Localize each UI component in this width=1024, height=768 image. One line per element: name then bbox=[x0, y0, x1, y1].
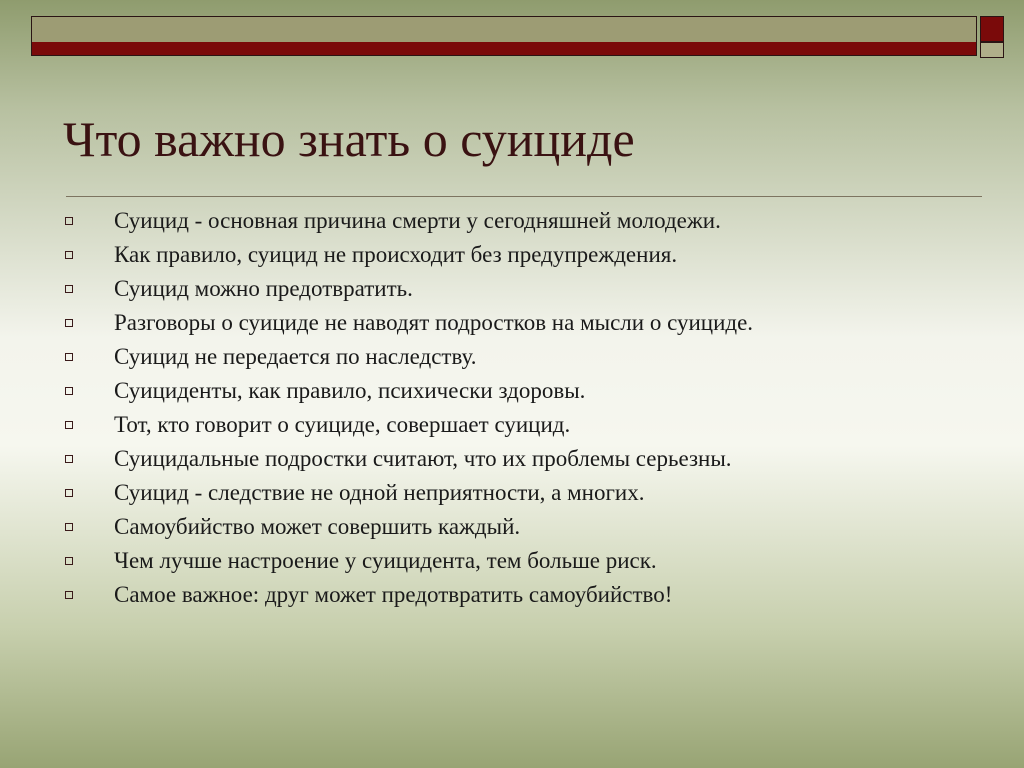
bullet-text: Суицид - основная причина смерти у сегодняшней молодежи. bbox=[114, 208, 721, 233]
bullet-text: Разговоры о суициде не наводят подростков на мысли о суициде. bbox=[114, 310, 754, 335]
square-bullet-icon bbox=[65, 421, 73, 429]
header-bar-red-stripe bbox=[32, 42, 976, 55]
bullet-item bbox=[0, 442, 1000, 476]
header-bar-olive-stripe bbox=[32, 17, 976, 44]
bullet-text: Суицид можно предотвратить. bbox=[114, 276, 413, 301]
bullet-item bbox=[0, 238, 1000, 272]
bullet-item bbox=[0, 510, 1000, 544]
square-bullet-icon bbox=[65, 217, 73, 225]
corner-filled-square bbox=[980, 16, 1004, 42]
square-bullet-icon bbox=[65, 489, 73, 497]
header-decoration-bar bbox=[31, 16, 977, 56]
bullet-item bbox=[0, 544, 1000, 578]
bullet-text: Самоубийство может совершить каждый. bbox=[114, 514, 521, 539]
bullet-item bbox=[0, 476, 1000, 510]
bullet-list bbox=[0, 204, 1000, 612]
bullet-item bbox=[0, 374, 1000, 408]
title-divider bbox=[66, 196, 982, 197]
bullet-text: Тот, кто говорит о суициде, совершает суицид. bbox=[114, 412, 571, 437]
bullet-item bbox=[0, 272, 1000, 306]
square-bullet-icon bbox=[65, 523, 73, 531]
bullet-item bbox=[0, 578, 1000, 612]
slide-title: Что важно знать о суициде bbox=[63, 111, 635, 167]
square-bullet-icon bbox=[65, 251, 73, 259]
bullet-text: Суицид - следствие не одной неприятности, а многих. bbox=[114, 480, 645, 505]
bullet-text: Суицидальные подростки считают, что их проблемы серьезны. bbox=[114, 446, 732, 471]
square-bullet-icon bbox=[65, 387, 73, 395]
bullet-text: Суицид не передается по наследству. bbox=[114, 344, 477, 369]
bullet-text: Как правило, суицид не происходит без предупреждения. bbox=[114, 242, 678, 267]
bullet-item bbox=[0, 408, 1000, 442]
square-bullet-icon bbox=[65, 319, 73, 327]
bullet-item bbox=[0, 306, 1000, 340]
bullet-item bbox=[0, 340, 1000, 374]
square-bullet-icon bbox=[65, 557, 73, 565]
square-bullet-icon bbox=[65, 455, 73, 463]
square-bullet-icon bbox=[65, 353, 73, 361]
bullet-item bbox=[0, 204, 1000, 238]
bullet-text: Самое важное: друг может предотвратить самоубийство! bbox=[114, 582, 673, 607]
square-bullet-icon bbox=[65, 285, 73, 293]
corner-hollow-square bbox=[980, 42, 1004, 58]
bullet-text: Суициденты, как правило, психически здоровы. bbox=[114, 378, 586, 403]
square-bullet-icon bbox=[65, 591, 73, 599]
bullet-text: Чем лучше настроение у суицидента, тем больше риск. bbox=[114, 548, 657, 573]
